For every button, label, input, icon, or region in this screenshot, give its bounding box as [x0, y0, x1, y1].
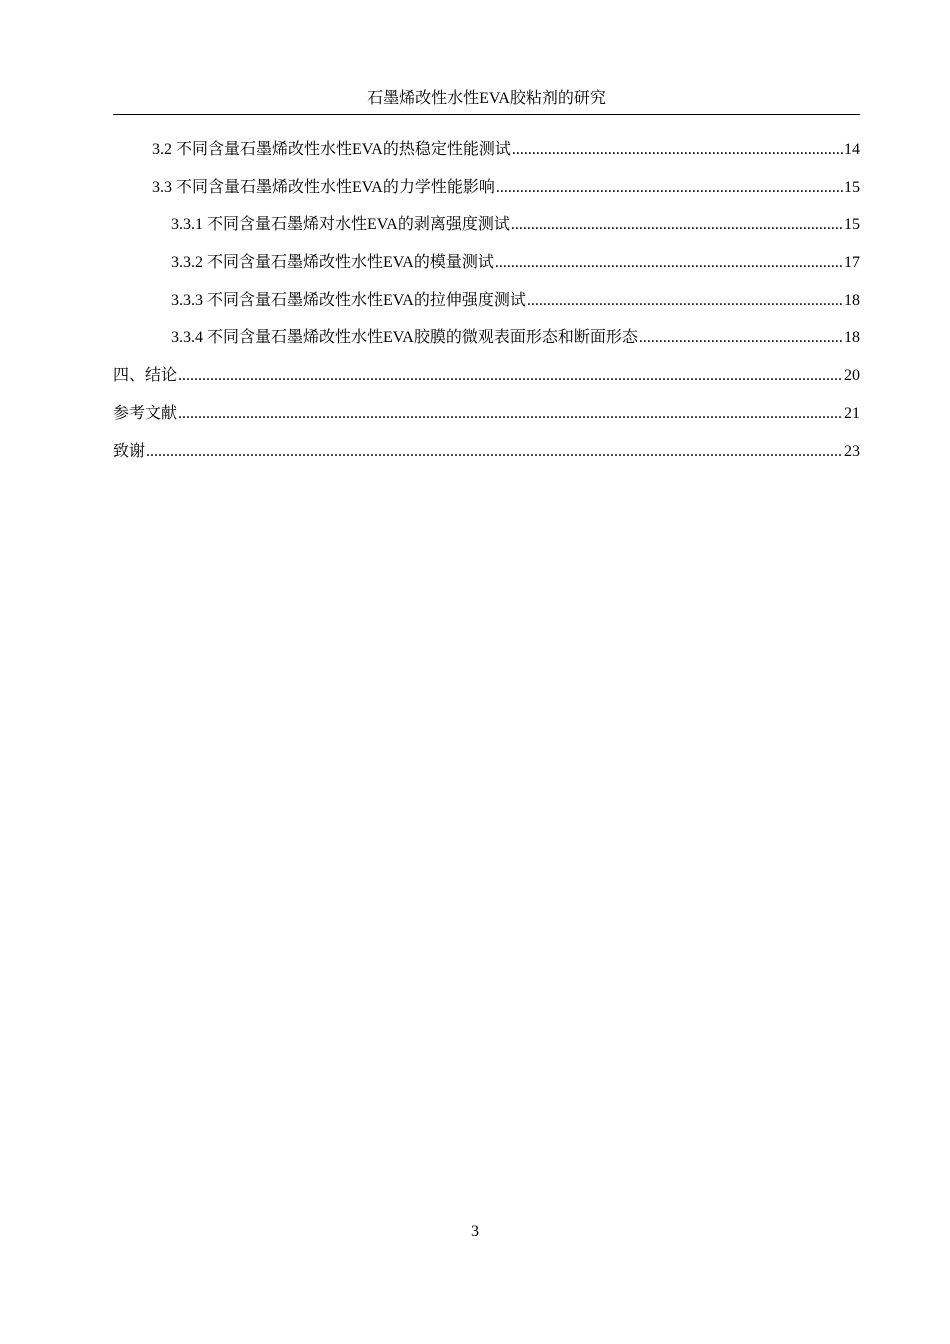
- toc-leader-dots: [512, 138, 843, 162]
- toc-leader-dots: [527, 289, 843, 313]
- toc-entry-title: 参考文献: [113, 404, 178, 422]
- toc-leader-dots: [178, 364, 843, 388]
- toc-entry-page: 21: [844, 404, 860, 422]
- toc-leader-dots: [496, 176, 843, 200]
- toc-entry-title: 3.2 不同含量石墨烯改性水性EVA的热稳定性能测试: [152, 141, 511, 158]
- toc-entry[interactable]: [113, 440, 860, 478]
- toc-entry[interactable]: [113, 326, 860, 364]
- toc-entry[interactable]: [113, 289, 860, 327]
- toc-entry-page: 15: [844, 216, 860, 234]
- toc-entry[interactable]: [113, 213, 860, 251]
- running-header: 石墨烯改性水性EVA胶粘剂的研究: [367, 90, 606, 107]
- toc-leader-dots: [511, 213, 843, 237]
- header-rule: [113, 114, 860, 115]
- toc-entry-page: 17: [844, 254, 860, 272]
- toc-entry-page: 18: [844, 291, 860, 309]
- toc-entry-title: 3.3.2 不同含量石墨烯改性水性EVA的模量测试: [171, 254, 494, 272]
- toc-entry[interactable]: [113, 364, 860, 402]
- toc-leader-dots: [639, 326, 843, 350]
- toc-entry-page: 23: [844, 442, 860, 460]
- toc-leader-dots: [495, 251, 843, 275]
- table-of-contents: [113, 138, 860, 477]
- toc-entry-page: 15: [844, 178, 860, 196]
- toc-leader-dots: [146, 440, 843, 464]
- toc-leader-dots: [178, 402, 843, 426]
- toc-entry-title: 致谢: [113, 442, 146, 460]
- toc-entry[interactable]: [113, 138, 860, 176]
- toc-entry[interactable]: [113, 251, 860, 289]
- toc-entry-title: 3.3.3 不同含量石墨烯改性水性EVA的拉伸强度测试: [171, 291, 526, 309]
- toc-entry-title: 3.3.1 不同含量石墨烯对水性EVA的剥离强度测试: [171, 216, 510, 234]
- toc-entry-title: 四、结论: [113, 367, 178, 385]
- toc-entry[interactable]: [113, 402, 860, 440]
- toc-entry-page: 18: [844, 329, 860, 347]
- toc-entry-title: 3.3.4 不同含量石墨烯改性水性EVA胶膜的微观表面形态和断面形态: [171, 329, 638, 347]
- toc-entry[interactable]: [113, 176, 860, 214]
- toc-entry-page: 20: [844, 367, 860, 385]
- toc-entry-page: 14: [844, 141, 860, 158]
- toc-entry-title: 3.3 不同含量石墨烯改性水性EVA的力学性能影响: [152, 178, 495, 196]
- page-number: 3: [471, 1223, 479, 1240]
